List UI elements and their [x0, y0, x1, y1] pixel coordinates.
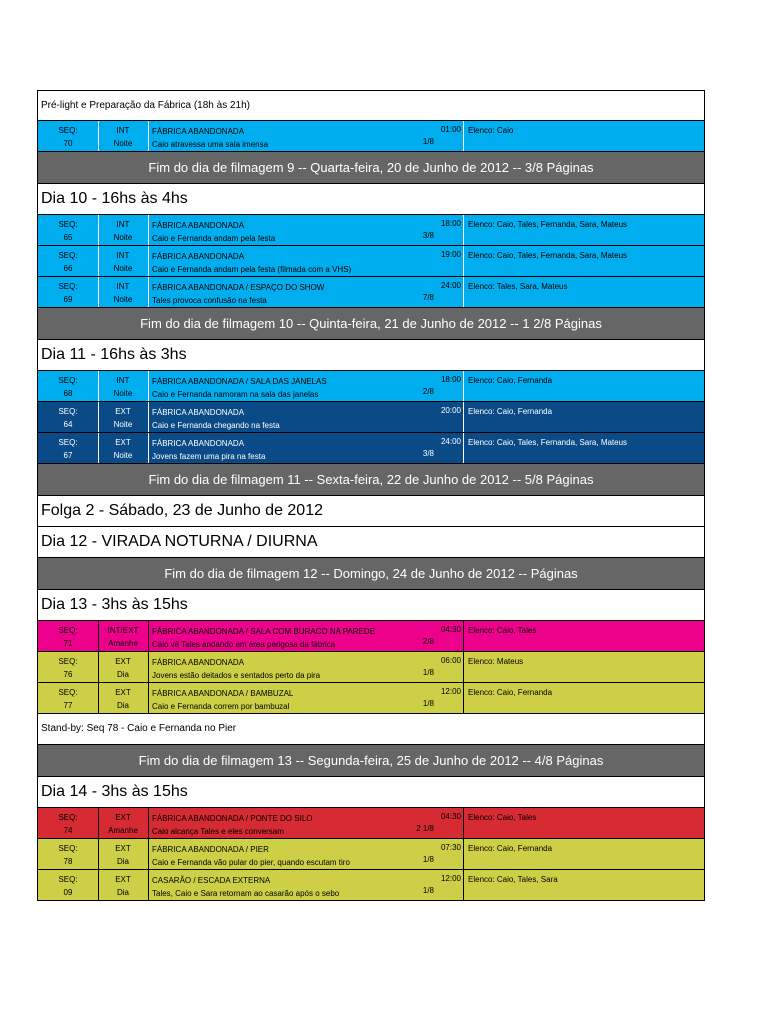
int-ext: INT/EXT [107, 626, 139, 635]
scene-strip[interactable] [37, 277, 705, 308]
seq-number: 68 [63, 389, 73, 398]
column-divider [148, 683, 149, 713]
scene-pages: 1/8 [422, 855, 434, 864]
scene-time: 24:00 [440, 437, 461, 446]
day-night: Dia [116, 888, 129, 897]
column-divider [463, 246, 464, 276]
scene-cast: Elenco: Caio, Fernanda [468, 407, 553, 416]
scene-time: 01:00 [440, 125, 461, 134]
scene-location: FÁBRICA ABANDONADA [152, 658, 245, 667]
scene-description: Tales provoca confusão na festa [152, 296, 267, 305]
scene-time: 06:00 [440, 656, 461, 665]
scene-cast: Elenco: Caio, Tales, Fernanda, Sara, Mateus [468, 438, 628, 447]
scene-description: Caio e Fernanda andam pela festa [152, 234, 276, 243]
seq-number: 66 [63, 264, 73, 273]
seq-label: SEQ: [58, 376, 78, 385]
day-header: Dia 12 - VIRADA NOTURNA / DIURNA [37, 527, 705, 558]
scene-time: 18:00 [440, 219, 461, 228]
seq-number: 71 [63, 639, 73, 648]
column-divider [463, 371, 464, 401]
day-night: Noite [113, 389, 133, 398]
scene-time: 12:00 [440, 874, 461, 883]
scene-time: 20:00 [440, 406, 461, 415]
scene-pages: 1/8 [422, 668, 434, 677]
scene-strip[interactable] [37, 371, 705, 402]
scene-location: CASARÃO / ESCADA EXTERNA [152, 876, 271, 885]
scene-cast: Elenco: Caio, Tales, Fernanda, Sara, Mateus [468, 251, 628, 260]
scene-cast: Elenco: Caio [468, 126, 514, 135]
scene-strip[interactable] [37, 870, 705, 901]
seq-number: 78 [63, 857, 73, 866]
column-divider [148, 246, 149, 276]
scene-time: 24:00 [440, 281, 461, 290]
seq-number: 69 [63, 295, 73, 304]
column-divider [148, 621, 149, 651]
scene-pages: 3/8 [422, 449, 434, 458]
note-row: Stand-by: Seq 78 - Caio e Fernanda no Pier [37, 714, 705, 745]
scene-pages: 1/8 [422, 137, 434, 146]
day-night: Dia [116, 670, 129, 679]
scene-description: Caio e Fernanda correm por bambuzal [152, 702, 290, 711]
scene-location: FÁBRICA ABANDONADA / SALA DAS JANELAS [152, 377, 327, 386]
scene-time: 04:30 [440, 812, 461, 821]
scene-strip[interactable] [37, 246, 705, 277]
scene-description: Caio alcança Tales e eles conversam [152, 827, 284, 836]
scene-strip[interactable] [37, 839, 705, 870]
seq-number: 74 [63, 826, 73, 835]
scene-time: 12:00 [440, 687, 461, 696]
scene-cast: Elenco: Caio, Tales [468, 813, 537, 822]
day-night: Noite [113, 233, 133, 242]
scene-cast: Elenco: Caio, Fernanda [468, 688, 553, 697]
scene-strip[interactable] [37, 652, 705, 683]
seq-label: SEQ: [58, 813, 78, 822]
seq-label: SEQ: [58, 626, 78, 635]
scene-description: Caio e Fernanda andam pela festa (filmada com a VHS) [152, 265, 352, 274]
seq-label: SEQ: [58, 844, 78, 853]
scene-location: FÁBRICA ABANDONADA / PONTE DO SILO [152, 814, 313, 823]
seq-label: SEQ: [58, 688, 78, 697]
seq-label: SEQ: [58, 126, 78, 135]
end-of-day-banner: Fim do dia de filmagem 12 -- Domingo, 24 de Junho de 2012 -- Páginas [37, 558, 705, 590]
scene-location: FÁBRICA ABANDONADA [152, 252, 245, 261]
day-night: Noite [113, 139, 133, 148]
scene-time: 18:00 [440, 375, 461, 384]
seq-number: 70 [63, 139, 73, 148]
scene-description: Caio atravessa uma sala imensa [152, 140, 269, 149]
seq-label: SEQ: [58, 251, 78, 260]
day-night: Amanhe [108, 826, 138, 835]
seq-label: SEQ: [58, 657, 78, 666]
scene-strip[interactable] [37, 121, 705, 152]
seq-label: SEQ: [58, 875, 78, 884]
column-divider [463, 433, 464, 463]
day-night: Noite [113, 295, 133, 304]
int-ext: INT [116, 376, 130, 385]
column-divider [148, 870, 149, 900]
column-divider [148, 839, 149, 869]
scene-pages: 7/8 [422, 293, 434, 302]
column-divider [148, 402, 149, 432]
day-header: Dia 11 - 16hs às 3hs [37, 340, 705, 371]
seq-label: SEQ: [58, 220, 78, 229]
scene-description: Caio e Fernanda namoram na sala das janelas [152, 390, 319, 399]
scene-description: Caio e Fernanda vão pular do pier, quando escutam tiro [152, 858, 350, 867]
column-divider [463, 652, 464, 682]
day-header: Dia 14 - 3hs às 15hs [37, 777, 705, 808]
column-divider [463, 402, 464, 432]
scene-location: FÁBRICA ABANDONADA / PIER [152, 845, 269, 854]
int-ext: INT [116, 282, 130, 291]
scene-cast: Elenco: Caio, Fernanda [468, 376, 553, 385]
seq-label: SEQ: [58, 438, 78, 447]
int-ext: INT [116, 126, 130, 135]
scene-description: Jovens fazem uma pira na festa [152, 452, 266, 461]
int-ext: EXT [115, 875, 131, 884]
stripboard [37, 90, 705, 901]
column-divider [463, 621, 464, 651]
column-divider [463, 683, 464, 713]
column-divider [148, 808, 149, 838]
scene-location: FÁBRICA ABANDONADA / SALA COM BURACO NA PAREDE [152, 627, 376, 636]
day-night: Amanhe [108, 639, 138, 648]
scene-location: FÁBRICA ABANDONADA [152, 221, 245, 230]
scene-pages: 2/8 [422, 637, 434, 646]
column-divider [463, 121, 464, 151]
day-night: Dia [116, 701, 129, 710]
note-row: Pré-light e Preparação da Fábrica (18h às 21h) [37, 90, 705, 121]
int-ext: EXT [115, 657, 131, 666]
day-night: Noite [113, 420, 133, 429]
scene-pages: 1/8 [422, 886, 434, 895]
scene-strip[interactable] [37, 683, 705, 714]
seq-number: 65 [63, 233, 73, 242]
scene-location: FÁBRICA ABANDONADA / ESPAÇO DO SHOW [152, 283, 325, 292]
scene-location: FÁBRICA ABANDONADA / BAMBUZAL [152, 689, 294, 698]
scene-location: FÁBRICA ABANDONADA [152, 408, 245, 417]
scene-pages: 3/8 [422, 231, 434, 240]
end-of-day-banner: Fim do dia de filmagem 13 -- Segunda-feira, 25 de Junho de 2012 -- 4/8 Páginas [37, 745, 705, 777]
end-of-day-banner: Fim do dia de filmagem 10 -- Quinta-feira, 21 de Junho de 2012 -- 1 2/8 Páginas [37, 308, 705, 340]
scene-strip[interactable] [37, 808, 705, 839]
scene-time: 07:30 [440, 843, 461, 852]
column-divider [148, 215, 149, 245]
int-ext: EXT [115, 813, 131, 822]
scene-pages: 2 1/8 [416, 824, 434, 833]
int-ext: INT [116, 251, 130, 260]
scene-location: FÁBRICA ABANDONADA [152, 439, 245, 448]
column-divider [463, 870, 464, 900]
seq-number: 67 [63, 451, 73, 460]
column-divider [148, 433, 149, 463]
seq-number: 09 [63, 888, 73, 897]
day-header: Dia 10 - 16hs às 4hs [37, 184, 705, 215]
column-divider [148, 277, 149, 307]
int-ext: EXT [115, 407, 131, 416]
scene-strip[interactable] [37, 215, 705, 246]
scene-pages: 1/8 [422, 699, 434, 708]
day-night: Noite [113, 264, 133, 273]
int-ext: EXT [115, 438, 131, 447]
seq-number: 64 [63, 420, 73, 429]
scene-cast: Elenco: Tales, Sara, Mateus [468, 282, 568, 291]
day-night: Noite [113, 451, 133, 460]
scene-cast: Elenco: Mateus [468, 657, 524, 666]
column-divider [148, 121, 149, 151]
column-divider [148, 371, 149, 401]
column-divider [463, 839, 464, 869]
scene-time: 19:00 [440, 250, 461, 259]
day-header: Folga 2 - Sábado, 23 de Junho de 2012 [37, 496, 705, 527]
scene-description: Jovens estão deitados e sentados perto da pira [152, 671, 321, 680]
int-ext: EXT [115, 688, 131, 697]
seq-number: 76 [63, 670, 73, 679]
scene-location: FÁBRICA ABANDONADA [152, 127, 245, 136]
scene-strip[interactable] [37, 621, 705, 652]
scene-description: Caio e Fernanda chegando na festa [152, 421, 280, 430]
scene-cast: Elenco: Caio, Fernanda [468, 844, 553, 853]
int-ext: EXT [115, 844, 131, 853]
int-ext: INT [116, 220, 130, 229]
scene-cast: Elenco: Caio, Tales, Sara [468, 875, 558, 884]
scene-strip[interactable] [37, 402, 705, 433]
scene-pages: 2/8 [422, 387, 434, 396]
scene-time: 04:30 [440, 625, 461, 634]
seq-label: SEQ: [58, 282, 78, 291]
seq-label: SEQ: [58, 407, 78, 416]
column-divider [463, 808, 464, 838]
scene-description: Tales, Caio e Sara retornam ao casarão após o sebo [152, 889, 340, 898]
day-night: Dia [116, 857, 129, 866]
day-header: Dia 13 - 3hs às 15hs [37, 590, 705, 621]
scene-cast: Elenco: Caio, Tales, Fernanda, Sara, Mateus [468, 220, 628, 229]
column-divider [463, 215, 464, 245]
column-divider [463, 277, 464, 307]
scene-description: Caio vê Tales andando em área perigosa da fábrica [152, 640, 336, 649]
end-of-day-banner: Fim do dia de filmagem 11 -- Sexta-feira, 22 de Junho de 2012 -- 5/8 Páginas [37, 464, 705, 496]
scene-cast: Elenco: Caio, Tales [468, 626, 537, 635]
column-divider [148, 652, 149, 682]
end-of-day-banner: Fim do dia de filmagem 9 -- Quarta-feira, 20 de Junho de 2012 -- 3/8 Páginas [37, 152, 705, 184]
seq-number: 77 [63, 701, 73, 710]
scene-strip[interactable] [37, 433, 705, 464]
